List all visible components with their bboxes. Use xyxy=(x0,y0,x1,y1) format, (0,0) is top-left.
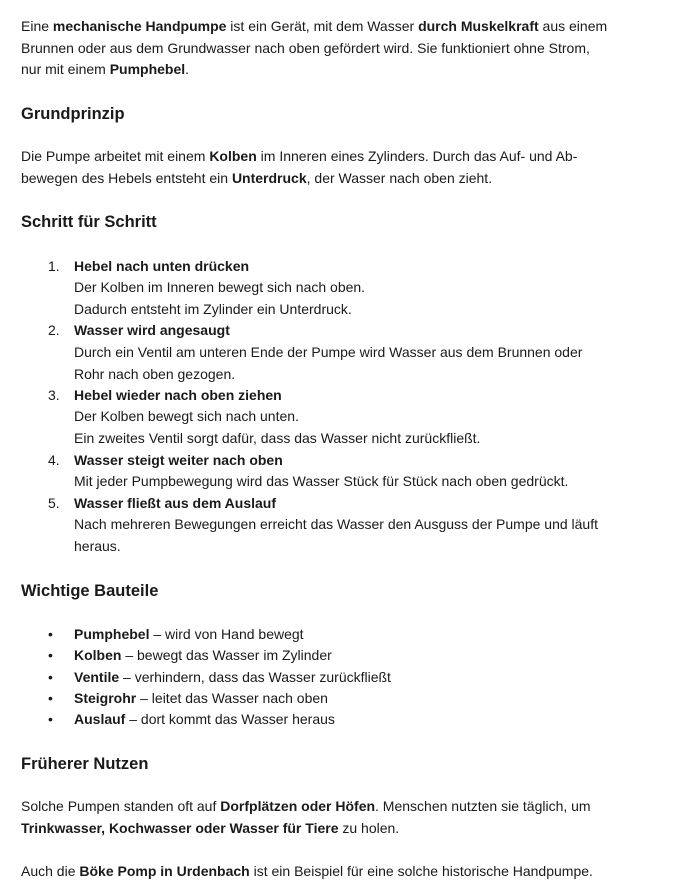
step-line: Durch ein Ventil am unteren Ende der Pumpe wird Wasser aus dem Brunnen oder xyxy=(74,344,583,360)
bullet-icon: • xyxy=(48,711,53,727)
list-item xyxy=(74,667,391,687)
text: im Inneren eines Zylinders. Durch das Auf- und Ab- xyxy=(256,148,578,164)
text: bewegen des Hebels entsteht ein xyxy=(21,170,232,186)
bold-term: durch Muskelkraft xyxy=(418,18,539,34)
intro-line-3 xyxy=(21,59,189,79)
grundprinzip-line-1 xyxy=(21,146,577,166)
step-line: Nach mehreren Bewegungen erreicht das Wasser den Ausguss der Pumpe und läuft xyxy=(74,516,599,532)
step-title: Wasser fließt aus dem Auslauf xyxy=(74,495,277,511)
text: – dort kommt das Wasser heraus xyxy=(125,711,335,727)
step-number: 3. xyxy=(48,387,60,403)
text: ist ein Beispiel für eine solche historische Handpumpe. xyxy=(249,863,593,879)
text: . xyxy=(185,61,190,77)
bold-term: Kolben xyxy=(74,647,122,663)
bullet-icon: • xyxy=(48,626,53,642)
text: – verhindern, dass das Wasser zurückfließt xyxy=(119,669,391,685)
bullet-icon: • xyxy=(48,690,53,706)
list-item xyxy=(74,709,335,729)
step-line: Dadurch entsteht im Zylinder ein Unterdruck. xyxy=(74,301,352,317)
nutzen-line-1 xyxy=(21,796,591,816)
text: aus einem xyxy=(538,18,608,34)
step-title: Wasser wird angesaugt xyxy=(74,322,230,338)
step-number: 5. xyxy=(48,495,60,511)
bold-term: Böke Pomp in Urdenbach xyxy=(79,863,250,879)
step-title: Wasser steigt weiter nach oben xyxy=(74,452,283,468)
nutzen-line-2 xyxy=(21,818,399,838)
heading-grundprinzip: Grundprinzip xyxy=(21,105,125,123)
step-number: 4. xyxy=(48,452,60,468)
list-item xyxy=(74,624,304,644)
list-item xyxy=(74,645,332,665)
bold-term: Pumphebel xyxy=(74,626,150,642)
bold-term: Steigrohr xyxy=(74,690,137,706)
text: , der Wasser nach oben zieht. xyxy=(306,170,493,186)
nutzen-line-3 xyxy=(21,861,593,881)
step-line: Rohr nach oben gezogen. xyxy=(74,366,236,382)
bold-term: Kolben xyxy=(209,148,257,164)
bold-term: Auslauf xyxy=(74,711,126,727)
text: ist ein Gerät, mit dem Wasser xyxy=(226,18,419,34)
text: nur mit einem xyxy=(21,61,110,77)
bold-term: Unterdruck xyxy=(231,170,307,186)
list-item xyxy=(74,688,328,708)
step-line: Der Kolben bewegt sich nach unten. xyxy=(74,408,299,424)
step-title: Hebel wieder nach oben ziehen xyxy=(74,387,282,403)
heading-bauteile: Wichtige Bauteile xyxy=(21,582,159,600)
heading-nutzen: Früherer Nutzen xyxy=(21,755,149,773)
step-line: Mit jeder Pumpbewegung wird das Wasser Stück für Stück nach oben gedrückt. xyxy=(74,473,569,489)
heading-schritte: Schritt für Schritt xyxy=(21,213,157,231)
text: – wird von Hand bewegt xyxy=(149,626,304,642)
step-title: Hebel nach unten drücken xyxy=(74,258,250,274)
step-number: 1. xyxy=(48,258,60,274)
text: – leitet das Wasser nach oben xyxy=(136,690,328,706)
text: Die Pumpe arbeitet mit einem xyxy=(21,148,210,164)
bullet-icon: • xyxy=(48,647,53,663)
text: Solche Pumpen standen oft auf xyxy=(21,798,221,814)
text: . Menschen nutzten sie täglich, um xyxy=(375,798,591,814)
bold-term: Trinkwasser, Kochwasser oder Wasser für Tiere xyxy=(21,820,339,836)
text: zu holen. xyxy=(338,820,400,836)
bold-term: mechanische Handpumpe xyxy=(52,18,227,34)
text: Eine xyxy=(21,18,53,34)
text: Auch die xyxy=(21,863,80,879)
bold-term: Pumphebel xyxy=(109,61,186,77)
text: – bewegt das Wasser im Zylinder xyxy=(121,647,332,663)
intro-line-1 xyxy=(21,16,607,36)
step-line: Der Kolben im Inneren bewegt sich nach oben. xyxy=(74,279,366,295)
grundprinzip-line-2 xyxy=(21,168,492,188)
bold-term: Dorfplätzen oder Höfen xyxy=(220,798,376,814)
step-line: Ein zweites Ventil sorgt dafür, dass das Wasser nicht zurückfließt. xyxy=(74,430,481,446)
intro-line-2: Brunnen oder aus dem Grundwasser nach oben gefördert wird. Sie funktioniert ohne Strom, xyxy=(21,40,590,56)
bold-term: Ventile xyxy=(74,669,120,685)
step-number: 2. xyxy=(48,322,60,338)
bullet-icon: • xyxy=(48,669,53,685)
step-line: heraus. xyxy=(74,538,121,554)
